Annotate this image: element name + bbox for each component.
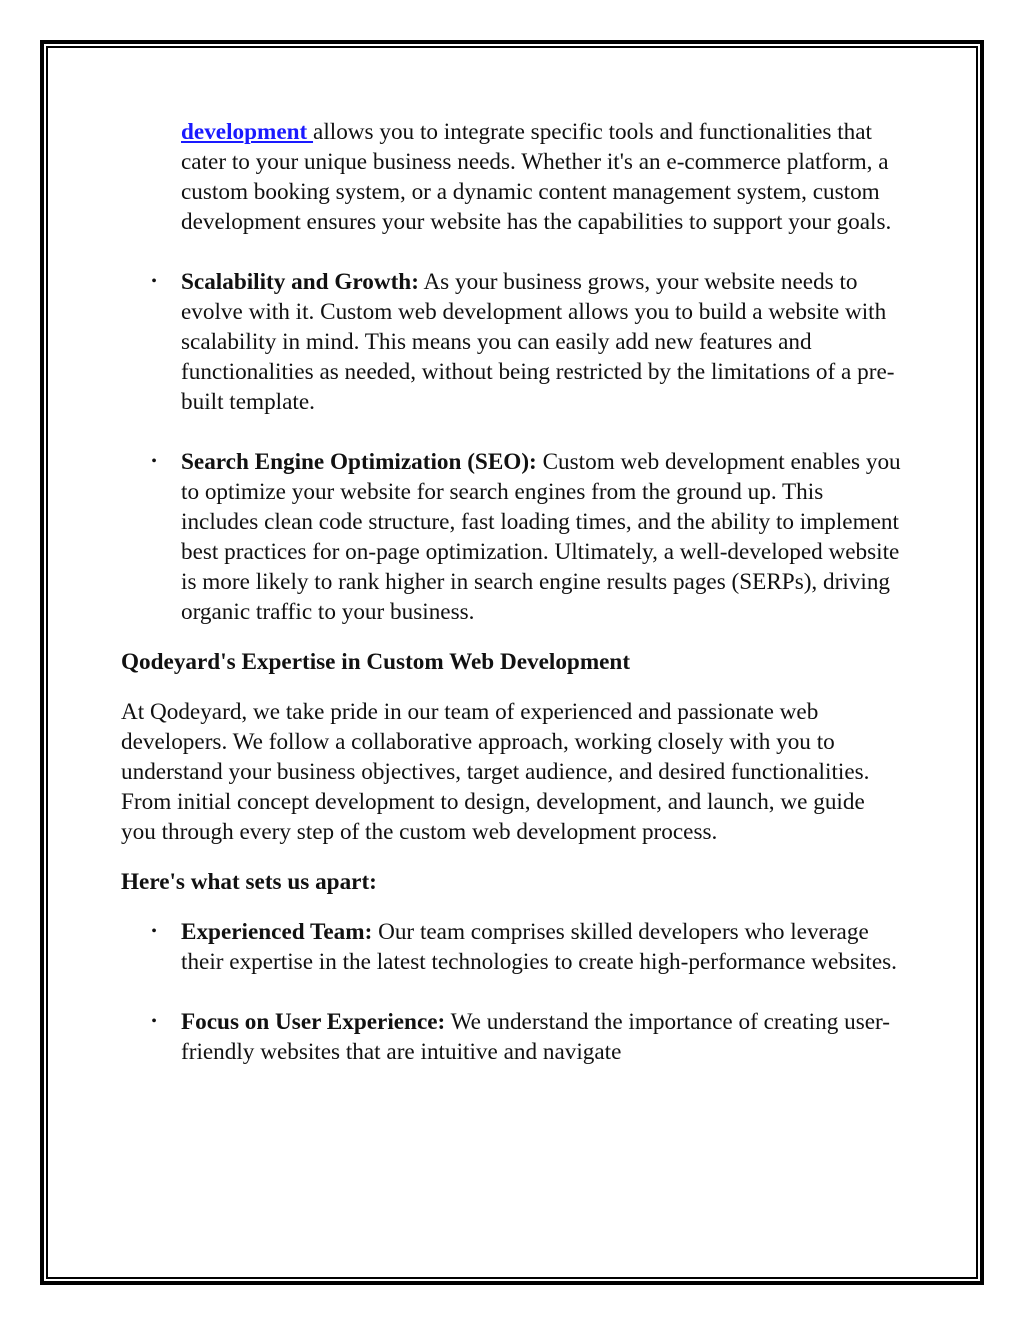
section-heading: Qodeyard's Expertise in Custom Web Development [121, 649, 631, 675]
list-item-title: Experienced Team: [181, 919, 373, 945]
list-item-text: As your business grows, your website needs to evolve with it. Custom web development allows you to build a website with scalability in mind. This means you can easily add new features and functionalities as needed, without being restricted by the limitations of a pre-built template. [181, 269, 895, 415]
list-item-title: Search Engine Optimization (SEO): [181, 449, 537, 475]
list-item-text: Custom web development enables you to optimize your website for search engines from the ground up. This includes clean code structure, fast loading times, and the ability to implement best practices for on-page optimization. Ultimately, a well-developed website is more likely to rank higher in search engine results pages (SERPs), driving organic traffic to your business. [181, 449, 901, 625]
list-item-seo [121, 447, 901, 627]
list-item-title: Scalability and Growth: [181, 269, 419, 295]
section-paragraph: At Qodeyard, we take pride in our team of experienced and passionate web developers. We follow a collaborative approach, working closely with you to understand your business objectives, target audience, and desired functionalities. From initial concept development to design, development, and launch, we guide you through every step of the custom web development process. [121, 699, 870, 845]
list-item-experienced-team [121, 917, 901, 977]
bullet-icon: • [151, 1013, 157, 1030]
list-item-scalability [121, 267, 901, 417]
bullet-icon: • [151, 923, 157, 940]
list-item-text: We understand the importance of creating user-friendly websites that are intuitive and navigate [181, 1009, 890, 1065]
bullet-icon: • [151, 273, 157, 290]
intro-paragraph [121, 117, 901, 237]
list-item-text: Our team comprises skilled developers who leverage their expertise in the latest technologies to create high-performance websites. [181, 919, 897, 975]
intro-text: allows you to integrate specific tools and functionalities that cater to your unique business needs. Whether it's an e-commerce platform, a custom booking system, or a dynamic content management system, custom development ensures your website has the capabilities to support your goals. [181, 119, 892, 235]
list-item-user-experience [121, 1007, 901, 1067]
document-body [121, 117, 901, 1067]
bullet-icon: • [151, 453, 157, 470]
development-link[interactable]: development [181, 119, 314, 145]
section-subheading: Here's what sets us apart: [121, 869, 377, 895]
list-item-title: Focus on User Experience: [181, 1009, 446, 1035]
